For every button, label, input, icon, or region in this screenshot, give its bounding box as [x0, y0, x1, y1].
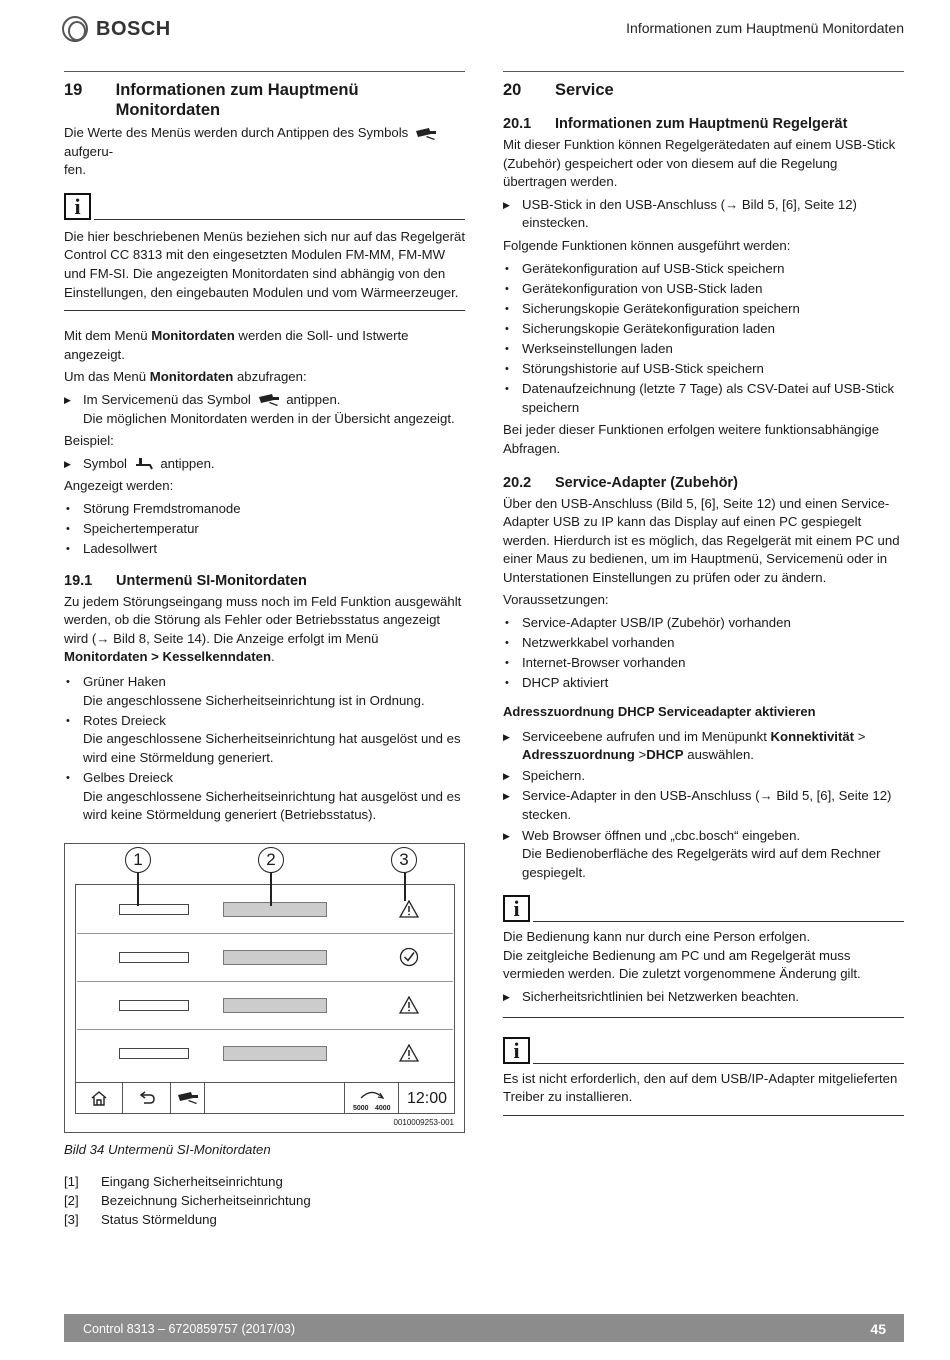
warning-icon — [399, 1044, 419, 1062]
info-text: Es ist nicht erforderlich, den auf dem USB/IP-Adapter mitgelieferten Treiber zu installieren. — [503, 1064, 904, 1116]
right-column — [503, 71, 904, 1124]
input-field — [119, 904, 189, 915]
callout-2: 2 — [258, 847, 284, 873]
step-result: Die möglichen Monitordaten werden in der Übersicht angezeigt. — [83, 410, 455, 426]
intro-text-wrap: fen. — [64, 162, 86, 178]
list-item: • Sicherungskopie Gerätekonfiguration laden — [503, 320, 904, 339]
list-item: • Störungshistorie auf USB-Stick speichern — [503, 360, 904, 379]
home-button[interactable] — [75, 1083, 123, 1114]
legend-item — [64, 1173, 465, 1192]
intro-text: Die Werte des Menüs werden durch Antippen des Symbols — [64, 125, 409, 140]
list-item: • Störung Fremdstromanode — [64, 500, 465, 519]
step-item — [503, 827, 904, 883]
leader-3 — [404, 873, 406, 901]
list-item — [64, 769, 465, 825]
display-row — [77, 886, 453, 934]
legend-value: Bezeichnung Sicherheitseinrichtung — [101, 1193, 311, 1208]
page-header — [0, 0, 950, 60]
status-desc: Die angeschlossene Sicherheitseinrichtung hat ausgelöst und es wird keine Störmeldung generiert (Betriebsstatus). — [83, 788, 461, 823]
text: abzufragen: — [236, 369, 307, 385]
info-icon: i — [503, 1037, 530, 1064]
figure-legend — [64, 1173, 465, 1229]
functions-intro: Folgende Funktionen können ausgeführt werden: — [503, 237, 791, 253]
legend-key: [3] — [64, 1211, 79, 1227]
label-field — [223, 1046, 327, 1061]
info-line-text: Die zeitgleiche Bedienung am PC und am Regelgerät muss vermieden werden. Die zuletzt vorgenommene Änderung gilt. — [503, 947, 861, 982]
section-number: 20 — [503, 81, 522, 99]
service-button[interactable] — [171, 1083, 205, 1114]
section-20-1-heading — [503, 114, 904, 134]
callout-1: 1 — [125, 847, 151, 873]
figure-code: 0010009253-001 — [393, 1117, 454, 1127]
intro-paragraph — [64, 124, 465, 180]
step-item — [503, 728, 904, 765]
list-item: • Gerätekonfiguration von USB-Stick laden — [503, 280, 904, 299]
section-19-1-heading — [64, 571, 465, 591]
legend-item — [64, 1211, 465, 1230]
step-item: ▶ USB-Stick in den USB-Anschluss (→ Bild 5, [6], Seite 12) einstecken. — [503, 196, 904, 233]
separator: > — [857, 728, 866, 744]
status-list — [64, 673, 465, 825]
label-field — [223, 998, 327, 1013]
usb-paragraph: Mit dieser Funktion können Regelgerätedaten auf einem USB-Stick (Zubehör) gespeichert oder von diesem auf die Regelung übertragen werden. — [503, 137, 896, 190]
bosch-logo-mark — [62, 16, 88, 42]
section-number: 20.1 — [503, 116, 532, 132]
running-title: Informationen zum Hauptmenü Monitordaten — [626, 20, 904, 36]
list-item: • Netzwerkkabel vorhanden — [503, 634, 904, 653]
si-paragraph — [64, 593, 465, 667]
info-text: Die hier beschriebenen Menüs beziehen sich nur auf das Regelgerät Control CC 8313 mit den eingesetzten Modulen FM-MM, FM-MW und FM-SI. Die angezeigten Monitordaten sind abhängig von den Einstellungen, den eingebauten Modulen und vom Wärmeerzeuger. — [64, 220, 465, 311]
info-icon: i — [64, 193, 91, 220]
list-item — [64, 673, 465, 710]
back-icon — [138, 1090, 156, 1106]
scale-b: 4000 — [375, 1104, 391, 1112]
flow-arc-icon — [359, 1087, 385, 1099]
step-text: Symbol — [83, 455, 127, 471]
menu-name: Monitordaten — [151, 328, 235, 344]
intro-text-end: aufgeru- — [64, 143, 114, 159]
example-label: Beispiel: — [64, 433, 114, 449]
functions-list — [503, 260, 904, 418]
list-item: • Sicherungskopie Gerätekonfiguration speichern — [503, 300, 904, 319]
shown-list — [64, 500, 465, 559]
info-box — [503, 894, 904, 1017]
list-item: • DHCP aktiviert — [503, 674, 904, 693]
menu-item: DHCP — [646, 747, 684, 763]
display-row — [77, 982, 453, 1030]
text: werden die Soll- und Istwerte angezeigt. — [64, 328, 409, 362]
display-row — [77, 934, 453, 982]
legend-item — [64, 1192, 465, 1211]
prerequisites-list — [503, 614, 904, 693]
menu-item: Konnektivität — [770, 728, 855, 744]
page-footer — [64, 1314, 904, 1342]
status-name: Grüner Haken — [83, 674, 166, 690]
section-number: 20.2 — [503, 474, 532, 491]
arrow-icon: → — [96, 630, 110, 646]
legend-value: Status Störmeldung — [101, 1211, 217, 1227]
legend-key: [2] — [64, 1193, 79, 1208]
legend-value: Eingang Sicherheitseinrichtung — [101, 1174, 283, 1190]
step-item — [64, 455, 465, 474]
step-text: auswählen. — [687, 747, 754, 763]
step-text: antippen. — [160, 455, 215, 471]
service-icon — [415, 127, 437, 141]
check-icon — [399, 947, 419, 967]
status-desc: Die angeschlossene Sicherheitseinrichtung ist in Ordnung. — [83, 692, 425, 708]
list-item: • Datenaufzeichnung (letzte 7 Tage) als CSV-Datei auf USB-Stick speichern — [503, 380, 904, 417]
query-paragraph — [64, 368, 465, 387]
menu-name: Monitordaten — [149, 369, 234, 385]
dhcp-subheading: Adresszuordnung DHCP Serviceadapter aktivieren — [503, 703, 816, 719]
scale-a: 5000 — [353, 1104, 369, 1112]
document-id: Control 8313 – 6720859757 (2017/03) — [83, 1322, 295, 1336]
status-name: Rotes Dreieck — [83, 712, 166, 728]
text: Um das Menü — [64, 369, 147, 385]
toolbar-spacer — [205, 1083, 345, 1114]
info-text — [503, 922, 904, 1017]
service-icon — [176, 1090, 200, 1106]
adapter-paragraph: Über den USB-Anschluss (Bild 5, [6], Seite 12) und einen Service-Adapter USB zu IP kann das Display auf einen PC gespiegelt werden. Hierdurch ist es möglich, das Regelgerät mit einem PC und einer Maus zu bedienen, um im Hauptmenü, Servicemenü oder in Unterstationen Einstellungen zu prüfen oder zu ändern. — [503, 495, 900, 585]
menu-item: Adresszuordnung — [522, 747, 635, 763]
monitor-paragraph — [64, 327, 465, 364]
input-field — [119, 1000, 189, 1011]
step-item: ▶ Service-Adapter in den USB-Anschluss (→ Bild 5, [6], Seite 12) stecken. — [503, 787, 904, 824]
list-item: • Werkseinstellungen laden — [503, 340, 904, 359]
step-text: antippen. — [286, 391, 341, 407]
bosch-logo — [62, 16, 171, 42]
text: Bild 8, Seite 14). Die Anzeige erfolgt im Menü — [109, 630, 379, 646]
figure-caption: Bild 34 Untermenü SI-Monitordaten — [64, 1141, 271, 1157]
list-item: • Speichertemperatur — [64, 520, 465, 539]
label-field — [223, 950, 327, 965]
status-desc: Die angeschlossene Sicherheitseinrichtung hat ausgelöst und es wird eine Störmeldung generiert. — [83, 731, 461, 765]
step-result: Die Bedienoberfläche des Regelgeräts wird auf dem Rechner gespiegelt. — [522, 846, 881, 880]
section-title: Informationen zum Hauptmenü Regelgerät — [555, 116, 848, 132]
list-item: • Internet-Browser vorhanden — [503, 654, 904, 673]
warning-icon — [399, 996, 419, 1014]
info-box — [64, 192, 465, 311]
display-rows — [77, 886, 453, 1078]
separator: > — [638, 747, 647, 763]
callout-3: 3 — [391, 847, 417, 873]
page-number: 45 — [870, 1321, 886, 1337]
text: Mit dem Menü — [64, 328, 148, 344]
text: . — [271, 649, 275, 665]
prerequisites-label: Voraussetzungen: — [503, 592, 609, 608]
legend-key: [1] — [64, 1174, 79, 1190]
section-20-2-heading — [503, 473, 904, 493]
section-20-heading — [503, 71, 904, 100]
leader-1 — [137, 873, 139, 906]
section-number: 19 — [64, 81, 83, 99]
list-item — [64, 712, 465, 768]
section-title: Untermenü SI-Monitordaten — [116, 572, 307, 589]
info-icon: i — [503, 895, 530, 922]
list-item: • Ladesollwert — [64, 540, 465, 559]
leader-2 — [270, 873, 272, 906]
menu-path: Monitordaten > Kesselkenndaten — [64, 649, 272, 665]
status-name: Gelbes Dreieck — [83, 770, 174, 786]
section-title: Service-Adapter (Zubehör) — [555, 474, 738, 491]
step-text: Im Servicemenü das Symbol — [83, 391, 251, 407]
display-toolbar — [75, 1082, 455, 1114]
text: Zu jedem Störungseingang muss noch im Feld Funktion ausgewählt werden, ob die Störung als Fehler oder Betriebsstatus angezeigt wird ( — [64, 593, 462, 646]
warning-icon — [399, 900, 419, 918]
step-item: ▶ Sicherheitsrichtlinien bei Netzwerken beachten. — [503, 988, 904, 1007]
step-text: Web Browser öffnen und „cbc.bosch“ eingeben. — [522, 827, 801, 843]
list-item: • Service-Adapter USB/IP (Zubehör) vorhanden — [503, 614, 904, 633]
home-icon — [90, 1090, 108, 1106]
left-column — [64, 71, 465, 1229]
step-item: ▶ Speichern. — [503, 767, 904, 786]
monitor-icon — [134, 457, 154, 471]
section-title: Informationen zum Hauptmenü Monitordaten — [115, 81, 359, 119]
section-19-heading — [64, 71, 465, 120]
input-field — [119, 952, 189, 963]
list-item: • Gerätekonfiguration auf USB-Stick speichern — [503, 260, 904, 279]
functions-note: Bei jeder dieser Funktionen erfolgen weitere funktionsabhängige Abfragen. — [503, 422, 880, 456]
section-number: 19.1 — [64, 572, 93, 589]
shown-label: Angezeigt werden: — [64, 478, 174, 494]
input-field — [119, 1048, 189, 1059]
service-icon — [258, 393, 280, 407]
brand-name: BOSCH — [96, 17, 171, 40]
flow-indicator — [345, 1083, 399, 1114]
display-row — [77, 1030, 453, 1078]
back-button[interactable] — [123, 1083, 171, 1114]
info-box — [503, 1036, 904, 1116]
figure-si-monitordaten — [64, 843, 465, 1133]
info-line-text: Die Bedienung kann nur durch eine Person erfolgen. — [503, 929, 811, 945]
label-field — [223, 902, 327, 917]
step-item — [64, 391, 465, 428]
clock: 12:00 — [406, 1089, 448, 1107]
section-title: Service — [555, 81, 614, 99]
step-text: Serviceebene aufrufen und im Menüpunkt — [522, 728, 767, 744]
